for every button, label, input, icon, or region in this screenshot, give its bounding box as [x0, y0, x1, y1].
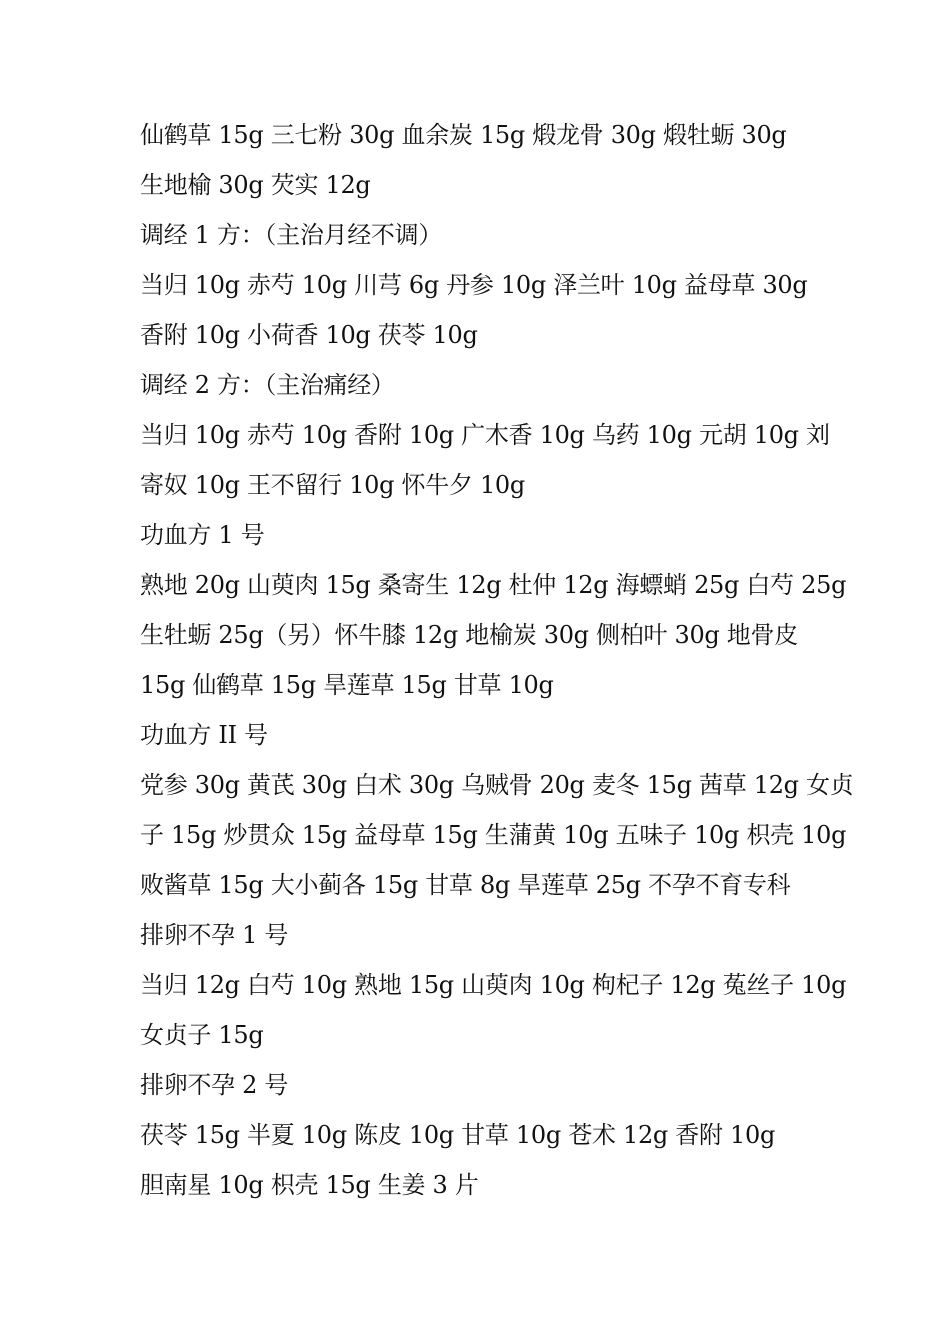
section-heading: 调经 2 方：（主治痛经） [140, 371, 395, 399]
text-line: 15g 仙鹤草 15g 旱莲草 15g 甘草 10g [140, 671, 554, 699]
text-line: 败酱草 15g 大小蓟各 15g 甘草 8g 旱莲草 25g 不孕不育专科 [140, 871, 791, 899]
text-line: 寄奴 10g 王不留行 10g 怀牛夕 10g [140, 471, 525, 499]
text-line: 胆南星 10g 枳壳 15g 生姜 3 片 [140, 1171, 479, 1199]
document-body [140, 110, 854, 1210]
text-line: 党参 30g 黄芪 30g 白术 30g 乌贼骨 20g 麦冬 15g 茜草 12g 女贞 [140, 771, 854, 799]
text-line: 生地榆 30g 芡实 12g [140, 171, 371, 199]
section-heading: 功血方 II 号 [140, 721, 268, 749]
section-heading: 功血方 1 号 [140, 521, 265, 549]
section-heading: 排卵不孕 2 号 [140, 1071, 289, 1099]
section-heading: 调经 1 方：（主治月经不调） [140, 221, 443, 249]
text-line: 熟地 20g 山萸肉 15g 桑寄生 12g 杜仲 12g 海螵蛸 25g 白芍 25g [140, 571, 847, 599]
text-line: 仙鹤草 15g 三七粉 30g 血余炭 15g 煅龙骨 30g 煅牡蛎 30g [140, 121, 787, 149]
text-line: 当归 12g 白芍 10g 熟地 15g 山萸肉 10g 枸杞子 12g 菟丝子 10g [140, 971, 847, 999]
section-heading: 排卵不孕 1 号 [140, 921, 289, 949]
text-line: 女贞子 15g [140, 1021, 264, 1049]
text-line: 茯苓 15g 半夏 10g 陈皮 10g 甘草 10g 苍术 12g 香附 10g [140, 1121, 776, 1149]
text-line: 子 15g 炒贯众 15g 益母草 15g 生蒲黄 10g 五味子 10g 枳壳 10g [140, 821, 847, 849]
text-line: 生牡蛎 25g（另）怀牛膝 12g 地榆炭 30g 侧柏叶 30g 地骨皮 [140, 621, 798, 649]
text-line: 香附 10g 小荷香 10g 茯苓 10g [140, 321, 478, 349]
text-line: 当归 10g 赤芍 10g 香附 10g 广木香 10g 乌药 10g 元胡 10g 刘 [140, 421, 830, 449]
text-line: 当归 10g 赤芍 10g 川芎 6g 丹参 10g 泽兰叶 10g 益母草 30g [140, 271, 808, 299]
